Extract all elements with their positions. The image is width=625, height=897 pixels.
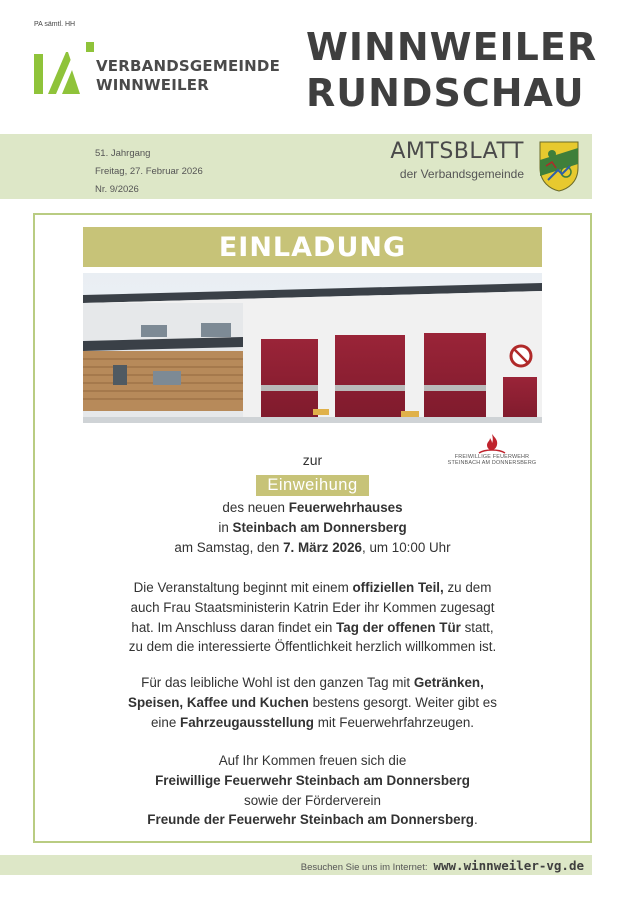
event-time: , um 10:00 Uhr <box>362 539 451 555</box>
program-text: zu dem <box>443 580 492 595</box>
closing-line-4 <box>40 810 585 830</box>
program-line-3 <box>40 618 585 638</box>
einladung-banner: EINLADUNG <box>83 227 542 267</box>
pa-note: PA sämtl. HH <box>34 21 76 28</box>
event-building: Feuerwehrhauses <box>288 500 403 515</box>
program-text: hat. Im Anschluss daran findet ein <box>131 619 337 635</box>
flame-icon <box>477 432 507 454</box>
footer-band <box>0 855 592 875</box>
program-official-part: offiziellen Teil, <box>352 580 444 595</box>
host-fire-brigade: Freiwillige Feuerwehr Steinbach am Donnersberg <box>155 772 470 788</box>
event-line-location <box>40 518 585 538</box>
amtsblatt-title: AMTSBLATT <box>390 139 524 164</box>
fire-station-photo <box>83 273 542 423</box>
event-location: Steinbach am Donnersberg <box>232 519 407 535</box>
catering-text: bestens gesorgt. Weiter gibt es <box>308 694 497 710</box>
program-open-day: Tag der offenen Tür <box>336 619 461 635</box>
program-line-4: zu dem die interessierte Öffentlichkeit herzlich willkommen ist. <box>128 639 497 655</box>
event-line-building <box>40 498 585 518</box>
catering-food: Speisen, Kaffee und Kuchen <box>128 694 309 710</box>
event-date: 7. März 2026 <box>283 539 362 555</box>
vehicle-exhibition: Fahrzeugausstellung <box>180 714 314 730</box>
program-text: statt, <box>460 619 494 635</box>
program-text: Die Veranstaltung beginnt mit einem <box>133 580 353 595</box>
website-link[interactable]: www.winnweiler-vg.de <box>433 858 584 873</box>
masthead-line-1: WINNWEILER <box>306 25 598 69</box>
coat-of-arms-icon <box>538 140 580 192</box>
event-line-text: in <box>218 519 233 535</box>
catering-drinks: Getränken, <box>413 675 484 690</box>
program-line-2: auch Frau Staatsministerin Katrin Eder ihr Kommen zugesagt <box>130 599 495 615</box>
event-line-text: am Samstag, den <box>174 539 284 555</box>
issue-jahrgang: 51. Jahrgang <box>95 148 151 159</box>
logo-line-1: VERBANDSGEMEINDE <box>96 57 281 75</box>
program-line-1 <box>40 578 585 598</box>
issue-number: Nr. 9/2026 <box>95 184 139 195</box>
masthead-title <box>306 24 596 116</box>
catering-text: eine <box>150 714 181 730</box>
program-paragraph <box>40 578 585 657</box>
event-line-text: des neuen <box>222 500 289 515</box>
catering-paragraph <box>40 673 585 732</box>
verbandsgemeinde-logo <box>34 42 94 98</box>
closing-period: . <box>473 812 478 828</box>
closing-paragraph <box>40 751 585 830</box>
catering-line-1 <box>40 673 585 693</box>
zur-text: zur <box>302 452 323 468</box>
event-details <box>40 498 585 557</box>
catering-line-2 <box>40 693 585 713</box>
amtsblatt-heading <box>372 139 524 181</box>
closing-line-3: sowie der Förderverein <box>244 792 381 808</box>
event-line-date <box>40 538 585 558</box>
issue-date: Freitag, 27. Februar 2026 <box>95 166 203 177</box>
issue-meta <box>95 145 203 199</box>
closing-line-2 <box>40 771 585 791</box>
logo-line-2: WINNWEILER <box>96 76 209 94</box>
footer-text <box>301 857 584 875</box>
einweihung-label: Einweihung <box>256 475 369 496</box>
amtsblatt-subtitle: der Verbandsgemeinde <box>399 167 524 181</box>
catering-text: Für das leibliche Wohl ist den ganzen Tag mit <box>141 675 414 690</box>
footer-visit-text: Besuchen Sie uns im Internet: <box>300 862 428 873</box>
ffw-logo-line-2: STEINBACH AM DONNERSBERG <box>447 460 537 467</box>
host-support-association: Freunde der Feuerwehr Steinbach am Donnersberg <box>147 812 474 828</box>
masthead-line-2: RUNDSCHAU <box>306 71 585 115</box>
logo-wordmark <box>96 57 280 95</box>
ffw-logo-line-1: FREIWILLIGE FEUERWEHR <box>454 454 530 460</box>
catering-line-3 <box>40 713 585 733</box>
catering-text: mit Feuerwehrfahrzeugen. <box>313 714 474 730</box>
closing-line-1: Auf Ihr Kommen freuen sich die <box>218 753 407 768</box>
